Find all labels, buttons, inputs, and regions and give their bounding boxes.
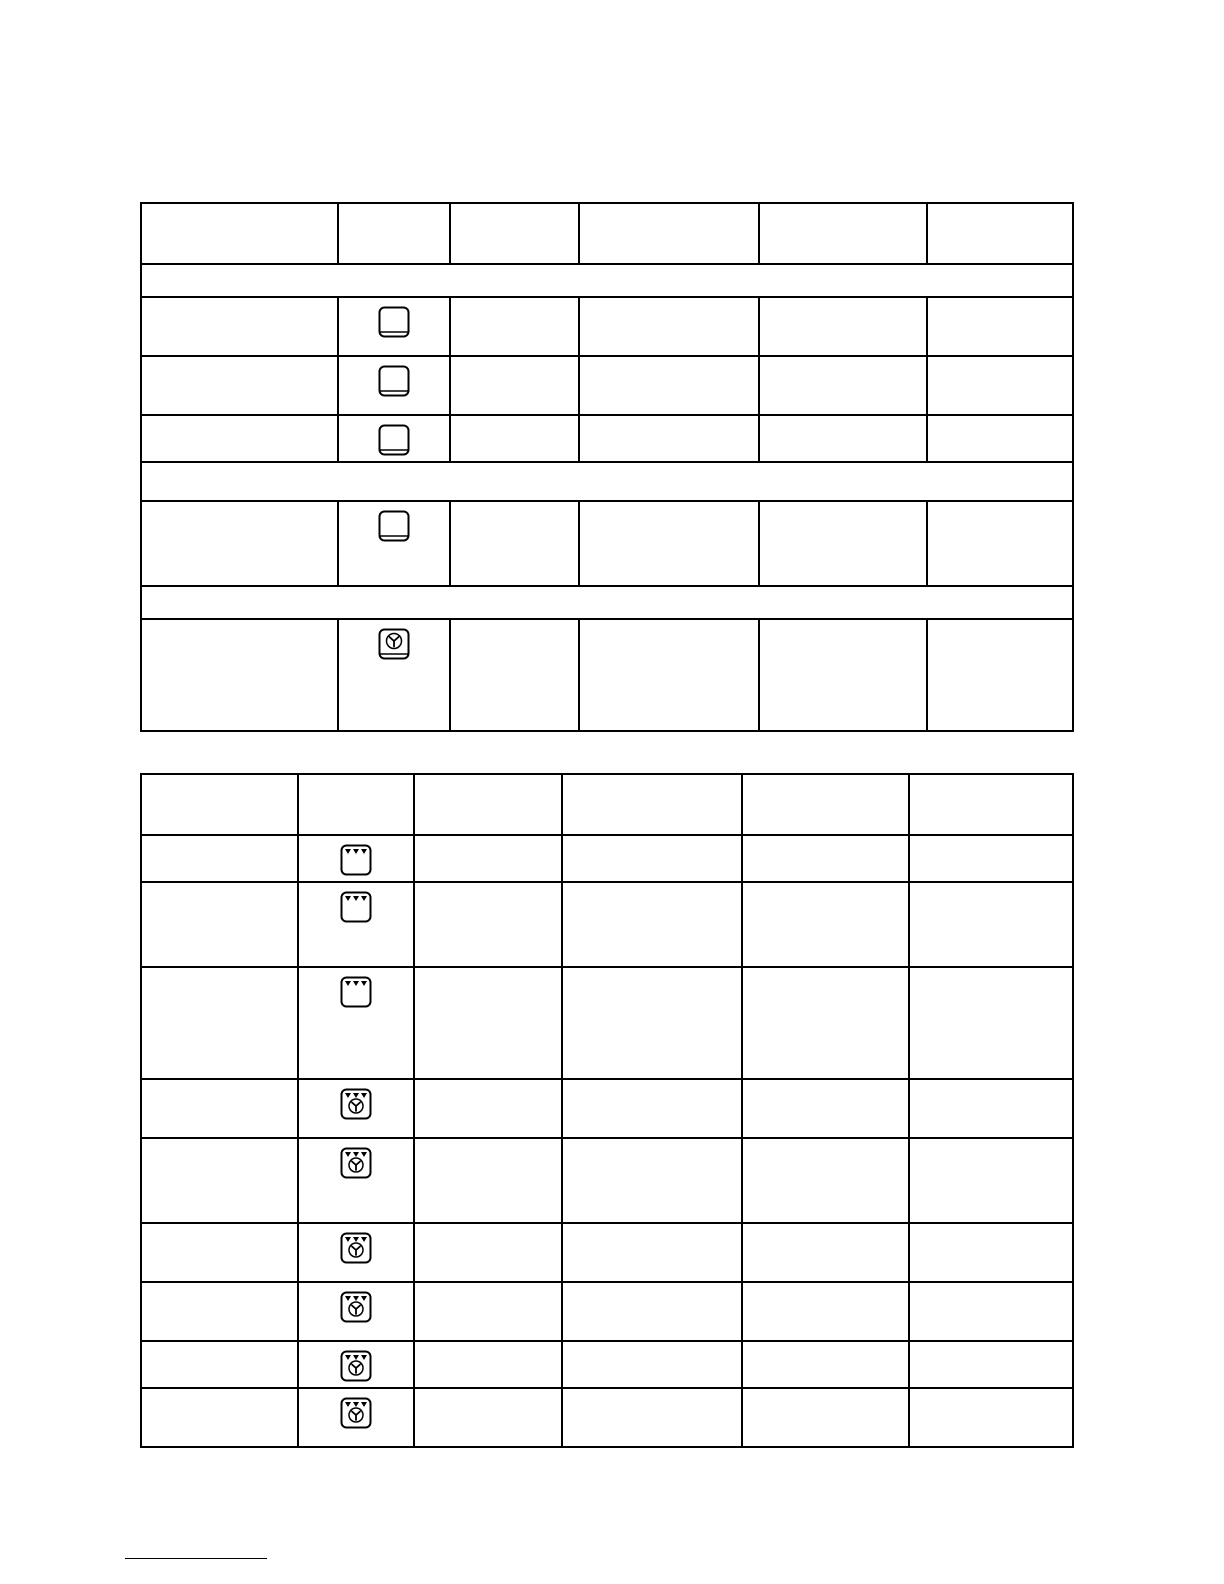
fan-grill-icon — [340, 1350, 372, 1382]
table-cell — [742, 1138, 909, 1223]
table-cell — [927, 356, 1073, 415]
table-cell — [414, 882, 562, 967]
header-cell — [450, 203, 579, 264]
table-cell — [579, 619, 759, 731]
table-cell — [909, 882, 1073, 967]
table-row — [141, 1223, 1073, 1282]
icon-cell — [338, 619, 450, 731]
table-cell — [141, 356, 338, 415]
table-cell — [450, 297, 579, 356]
fan-grill-icon — [340, 1147, 372, 1179]
table-cell — [927, 297, 1073, 356]
table-cell — [759, 415, 927, 462]
table-cell — [759, 297, 927, 356]
header-cell — [759, 203, 927, 264]
table-cell — [927, 501, 1073, 586]
table-cell — [562, 1138, 742, 1223]
header-cell — [298, 774, 414, 835]
table-row — [141, 619, 1073, 731]
table-cell — [927, 415, 1073, 462]
table-cell — [909, 835, 1073, 882]
table-cell — [909, 1223, 1073, 1282]
table-cell — [742, 1223, 909, 1282]
table-cell — [562, 882, 742, 967]
table-cell — [742, 1341, 909, 1388]
table-cell — [562, 1079, 742, 1138]
table-cell — [562, 1282, 742, 1341]
table-cell — [141, 619, 338, 731]
table-cell — [414, 1138, 562, 1223]
footnote-divider — [125, 1558, 267, 1559]
table-cell — [562, 1341, 742, 1388]
table-cell — [742, 1079, 909, 1138]
conventional-oven-icon — [378, 365, 410, 397]
icon-cell — [298, 835, 414, 882]
table-cell — [742, 1282, 909, 1341]
table-cell — [141, 501, 338, 586]
table-cell — [141, 882, 298, 967]
header-cell — [338, 203, 450, 264]
icon-cell — [298, 1138, 414, 1223]
table-cell — [759, 619, 927, 731]
icon-cell — [298, 1223, 414, 1282]
header-cell — [742, 774, 909, 835]
fan-grill-icon — [340, 1232, 372, 1264]
table-row — [141, 1282, 1073, 1341]
header-cell — [927, 203, 1073, 264]
header-cell — [141, 203, 338, 264]
table-cell — [414, 1341, 562, 1388]
icon-cell — [298, 1388, 414, 1447]
header-cell — [579, 203, 759, 264]
conventional-oven-icon — [378, 424, 410, 456]
table-cell — [579, 501, 759, 586]
table-cell — [141, 297, 338, 356]
section-row — [141, 264, 1073, 297]
table-cell — [562, 967, 742, 1079]
fan-grill-icon — [340, 1397, 372, 1429]
table-cell — [141, 415, 338, 462]
table-cell — [141, 1282, 298, 1341]
header-cell — [414, 774, 562, 835]
table-cell — [141, 1388, 298, 1447]
fan-oven-icon — [378, 628, 410, 660]
table-cell — [414, 1282, 562, 1341]
grill-icon — [340, 891, 372, 923]
table-cell — [414, 1388, 562, 1447]
table-cell — [141, 1341, 298, 1388]
section-cell — [141, 264, 1073, 297]
table-cell — [759, 356, 927, 415]
table-cell — [927, 619, 1073, 731]
table-cell — [450, 415, 579, 462]
table-cell — [759, 501, 927, 586]
icon-cell — [338, 415, 450, 462]
table-cell — [414, 1079, 562, 1138]
table-row — [141, 356, 1073, 415]
table-row — [141, 835, 1073, 882]
table-cell — [579, 415, 759, 462]
table-cell — [141, 1223, 298, 1282]
table-cell — [414, 1223, 562, 1282]
table-row — [141, 1079, 1073, 1138]
table-cell — [742, 835, 909, 882]
icon-cell — [298, 1282, 414, 1341]
table-cell — [742, 1388, 909, 1447]
table-row — [141, 297, 1073, 356]
table-cell — [141, 1138, 298, 1223]
table-cell — [909, 1282, 1073, 1341]
table-cell — [414, 835, 562, 882]
table-cell — [141, 835, 298, 882]
conventional-oven-icon — [378, 510, 410, 542]
table-cell — [141, 967, 298, 1079]
table-cell — [562, 835, 742, 882]
table-row — [141, 967, 1073, 1079]
table-cell — [562, 1223, 742, 1282]
table-row — [141, 501, 1073, 586]
section-row — [141, 462, 1073, 501]
header-cell — [562, 774, 742, 835]
icon-cell — [298, 1341, 414, 1388]
table-row — [141, 1138, 1073, 1223]
section-cell — [141, 586, 1073, 619]
table-cell — [562, 1388, 742, 1447]
table-cell — [909, 1079, 1073, 1138]
table-header-row — [141, 774, 1073, 835]
table-row — [141, 1388, 1073, 1447]
cooking-table-1 — [140, 202, 1074, 732]
table-row — [141, 415, 1073, 462]
grill-icon — [340, 976, 372, 1008]
icon-cell — [298, 882, 414, 967]
table-cell — [579, 356, 759, 415]
section-cell — [141, 462, 1073, 501]
cooking-table-2 — [140, 773, 1074, 1448]
table-cell — [742, 882, 909, 967]
header-cell — [141, 774, 298, 835]
table-cell — [450, 619, 579, 731]
table-cell — [579, 297, 759, 356]
icon-cell — [338, 501, 450, 586]
fan-grill-icon — [340, 1291, 372, 1323]
table-cell — [742, 967, 909, 1079]
conventional-oven-icon — [378, 306, 410, 338]
header-cell — [909, 774, 1073, 835]
table-cell — [450, 356, 579, 415]
icon-cell — [338, 297, 450, 356]
table-cell — [909, 1388, 1073, 1447]
table-cell — [909, 1341, 1073, 1388]
icon-cell — [338, 356, 450, 415]
section-row — [141, 586, 1073, 619]
table-cell — [141, 1079, 298, 1138]
grill-icon — [340, 844, 372, 876]
table-row — [141, 1341, 1073, 1388]
icon-cell — [298, 1079, 414, 1138]
fan-grill-icon — [340, 1088, 372, 1120]
table-cell — [909, 1138, 1073, 1223]
table-header-row — [141, 203, 1073, 264]
table-cell — [414, 967, 562, 1079]
icon-cell — [298, 967, 414, 1079]
table-cell — [450, 501, 579, 586]
table-cell — [909, 967, 1073, 1079]
table-row — [141, 882, 1073, 967]
